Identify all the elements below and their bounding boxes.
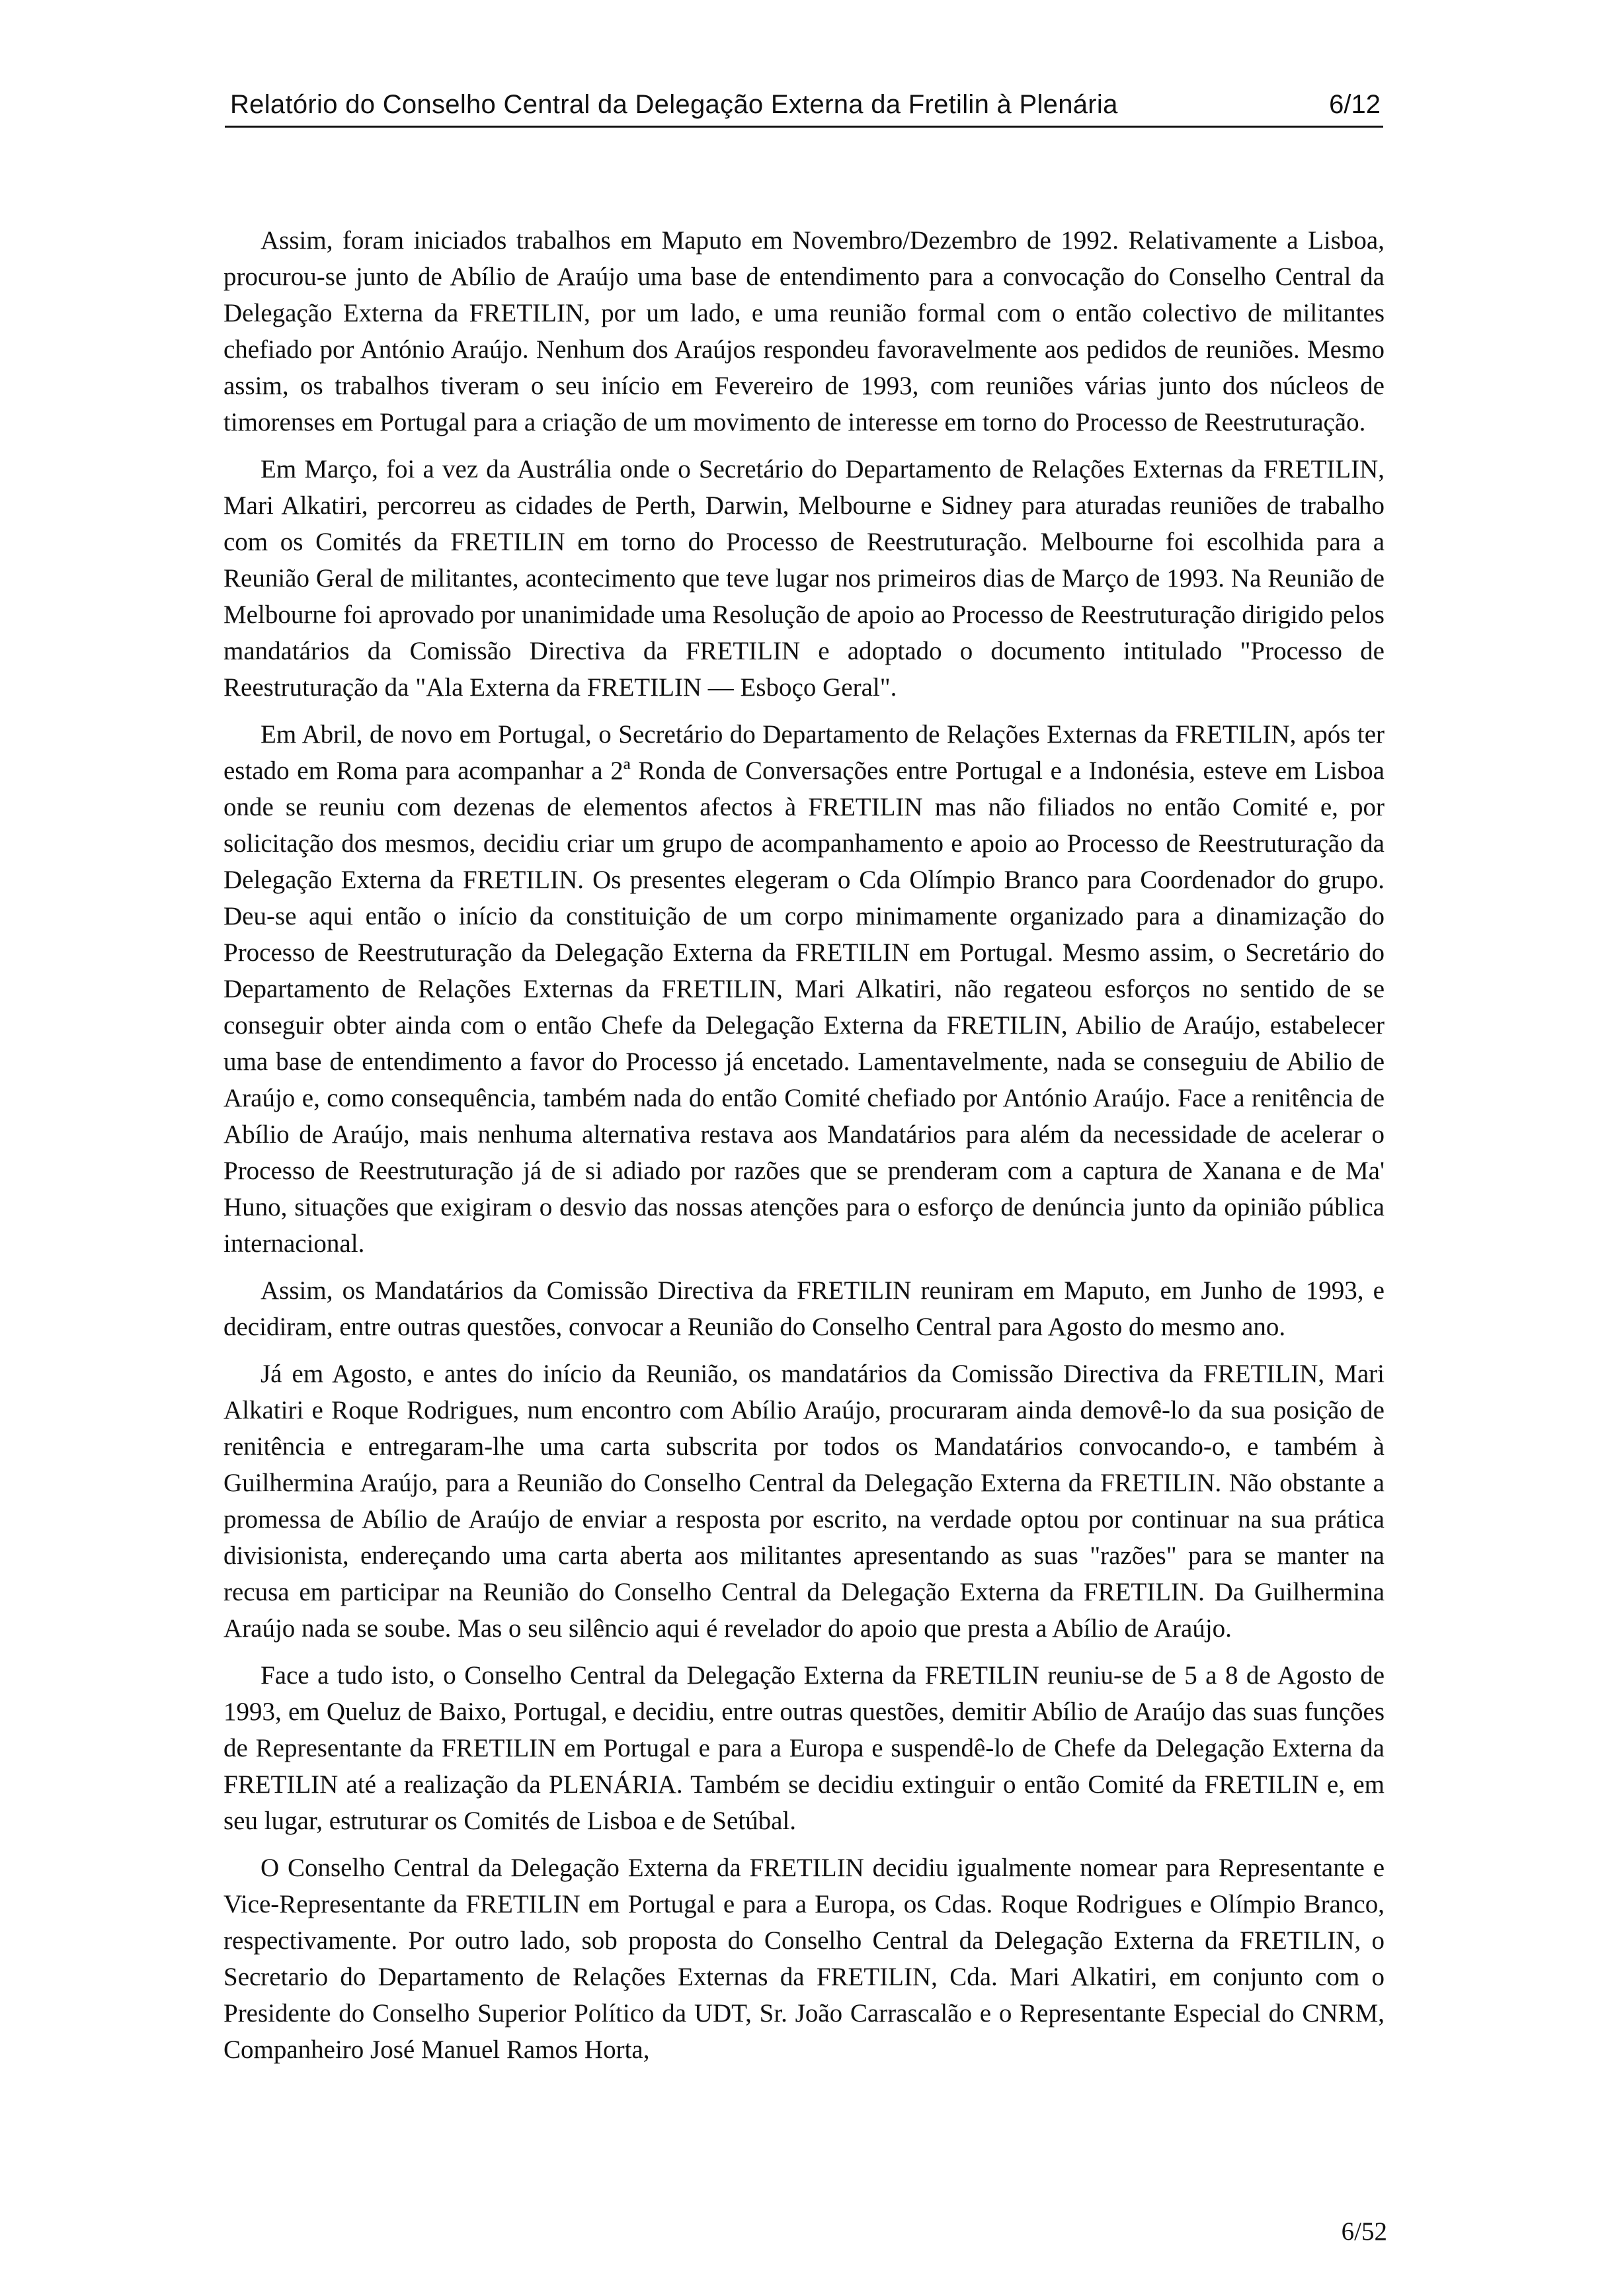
paragraph: Em Abril, de novo em Portugal, o Secretário do Departamento de Relações Externas da FRETILIN, após ter estado em Roma para acompanhar a 2ª Ronda de Conversações entre Portugal e a Indonésia, esteve em Lisboa onde se reuniu com dezenas de elementos afectos à FRETILIN mas não filiados no então Comité e, por solicitação dos mesmos, decidiu criar um grupo de acompanhamento e apoio ao Processo de Reestruturação da Delegação Externa da FRETILIN. Os presentes elegeram o Cda Olímpio Branco para Coordenador do grupo. Deu-se aqui então o início da constituição de um corpo minimamente organizado para a dinamização do Processo de Reestruturação da Delegação Externa da FRETILIN em Portugal. Mesmo assim, o Secretário do Departamento de Relações Externas da FRETILIN, Mari Alkatiri, não regateou esforços no sentido de se conseguir obter ainda com o então Chefe da Delegação Externa da FRETILIN, Abilio de Araújo, estabelecer uma base de entendimento a favor do Processo já encetado. Lamentavelmente, nada se conseguiu de Abilio de Araújo e, como consequência, também nada do então Comité chefiado por António Araújo. Face a renitência de Abílio de Araújo, mais nenhuma alternativa restava aos Mandatários para além da necessidade de acelerar o Processo de Reestruturação já de si adiado por razões que se prenderam com a captura de Xanana e de Ma' Huno, situações que exigiram o desvio das nossas atenções para o esforço de denúncia junto da opinião pública internacional. [223, 720, 1385, 1258]
paragraph: Face a tudo isto, o Conselho Central da Delegação Externa da FRETILIN reuniu-se de 5 a 8 de Agosto de 1993, em Queluz de Baixo, Portugal, e decidiu, entre outras questões, demitir Abílio de Araújo das suas funções de Representante da FRETILIN em Portugal e para a Europa e suspendê-lo de Chefe da Delegação Externa da FRETILIN até a realização da PLENÁRIA. Também se decidiu extinguir o então Comité da FRETILIN e, em seu lugar, estruturar os Comités de Lisboa e de Setúbal. [223, 1661, 1385, 1835]
header-page-number: 6/12 [1329, 90, 1381, 119]
paragraph: Assim, os Mandatários da Comissão Directiva da FRETILIN reuniram em Maputo, em Junho de 1993, e decidiram, entre outras questões, convocar a Reunião do Conselho Central para Agosto do mesmo ano. [223, 1276, 1385, 1341]
paragraph: O Conselho Central da Delegação Externa da FRETILIN decidiu igualmente nomear para Representante e Vice-Representante da FRETILIN em Portugal e para a Europa, os Cdas. Roque Rodrigues e Olímpio Branco, respectivamente. Por outro lado, sob proposta do Conselho Central da Delegação Externa da FRETILIN, o Secretario do Departamento de Relações Externas da FRETILIN, Cda. Mari Alkatiri, em conjunto com o Presidente do Conselho Superior Político da UDT, Sr. João Carrascalão e o Representante Especial do CNRM, Companheiro José Manuel Ramos Horta, [223, 1854, 1385, 2064]
page-header [230, 85, 1381, 124]
paragraph: Assim, foram iniciados trabalhos em Maputo em Novembro/Dezembro de 1992. Relativamente a Lisboa, procurou-se junto de Abílio de Araújo uma base de entendimento para a convocação do Conselho Central da Delegação Externa da FRETILIN, por um lado, e uma reunião formal com o então colectivo de militantes chefiado por António Araújo. Nenhum dos Araújos respondeu favoravelmente aos pedidos de reuniões. Mesmo assim, os trabalhos tiveram o seu início em Fevereiro de 1993, com reuniões várias junto dos núcleos de timorenses em Portugal para a criação de um movimento de interesse em torno do Processo de Reestruturação. [223, 226, 1385, 436]
paragraph: Em Março, foi a vez da Austrália onde o Secretário do Departamento de Relações Externas da FRETILIN, Mari Alkatiri, percorreu as cidades de Perth, Darwin, Melbourne e Sidney para aturadas reuniões de trabalho com os Comités da FRETILIN em torno do Processo de Reestruturação. Melbourne foi escolhida para a Reunião Geral de militantes, acontecimento que teve lugar nos primeiros dias de Março de 1993. Na Reunião de Melbourne foi aprovado por unanimidade uma Resolução de apoio ao Processo de Reestruturação dirigido pelos mandatários da Comissão Directiva da FRETILIN e adoptado o documento intitulado "Processo de Reestruturação da "Ala Externa da FRETILIN — Esboço Geral". [223, 455, 1385, 702]
header-title: Relatório do Conselho Central da Delegação Externa da Fretilin à Plenária [230, 90, 1118, 119]
paragraph: Já em Agosto, e antes do início da Reunião, os mandatários da Comissão Directiva da FRETILIN, Mari Alkatiri e Roque Rodrigues, num encontro com Abílio Araújo, procuraram ainda demovê-lo da sua posição de renitência e entregaram-lhe uma carta subscrita por todos os Mandatários convocando-o, e também à Guilhermina Araújo, para a Reunião do Conselho Central da Delegação Externa da FRETILIN. Não obstante a promessa de Abílio de Araújo de enviar a resposta por escrito, na verdade optou por continuar na sua prática divisionista, endereçando uma carta aberta aos militantes apresentando as suas "razões" para se manter na recusa em participar na Reunião do Conselho Central da Delegação Externa da FRETILIN. Da Guilhermina Araújo nada se soube. Mas o seu silêncio aqui é revelador do apoio que presta a Abílio de Araújo. [223, 1360, 1385, 1643]
body-text [223, 222, 1385, 2078]
footer-page-number: 6/52 [1341, 2217, 1387, 2246]
header-rule [225, 126, 1383, 128]
